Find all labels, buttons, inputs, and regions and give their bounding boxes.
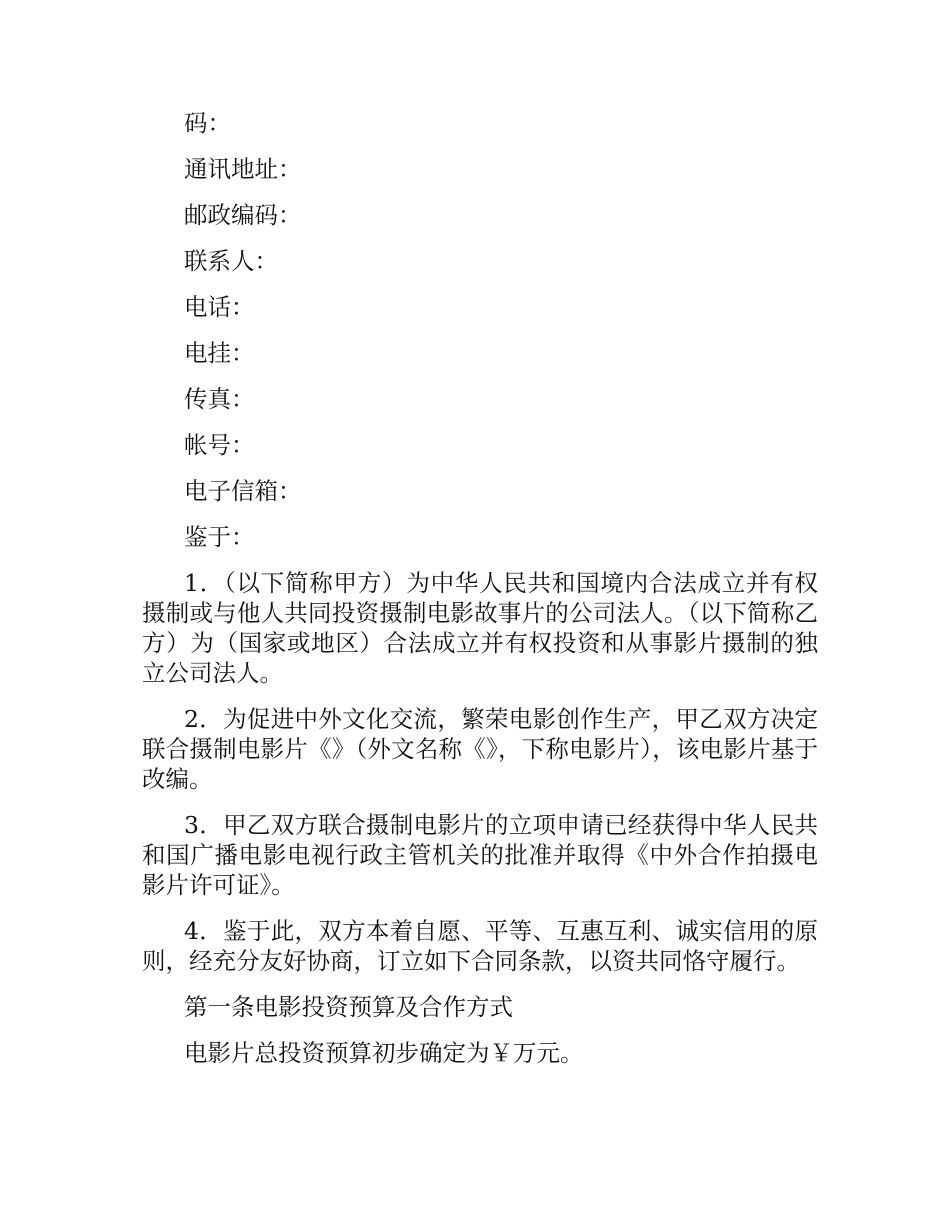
field-fax: 传真： (184, 385, 255, 413)
article-1-title: 第一条电影投资预算及合作方式 (184, 993, 513, 1021)
field-email: 电子信箱： (184, 477, 302, 505)
field-postcode: 邮政编码： (184, 201, 302, 229)
field-account: 帐号： (184, 431, 255, 459)
field-phone: 电话： (184, 293, 255, 321)
recital-4: 4．鉴于此，双方本着自愿、平等、互惠互利、诚实信用的原则，经充分友好协商，订立如下合同条款，以资共同恪守履行。 (142, 917, 818, 975)
recital-2: 2．为促进中外文化交流，繁荣电影创作生产，甲乙双方决定联合摄制电影片《》（外文名称《》，下称电影片），该电影片基于改编。 (142, 705, 818, 793)
field-contact: 联系人： (184, 247, 278, 275)
field-address: 通讯地址： (184, 155, 302, 183)
recital-3: 3．甲乙双方联合摄制电影片的立项申请已经获得中华人民共和国广播电影电视行政主管机关的批准并取得《中外合作拍摄电影片许可证》。 (142, 811, 818, 899)
field-cable: 电挂： (184, 339, 255, 367)
article-1-text: 电影片总投资预算初步确定为￥万元。 (184, 1039, 584, 1067)
recitals-intro: 鉴于： (184, 523, 255, 551)
contract-body (142, 108, 818, 1084)
recital-1: 1．（以下简称甲方）为中华人民共和国境内合法成立并有权摄制或与他人共同投资摄制电影故事片的公司法人。（以下简称乙方）为（国家或地区）合法成立并有权投资和从事影片摄制的独立公司法人。 (142, 569, 818, 687)
field-code: 码： (184, 109, 231, 137)
